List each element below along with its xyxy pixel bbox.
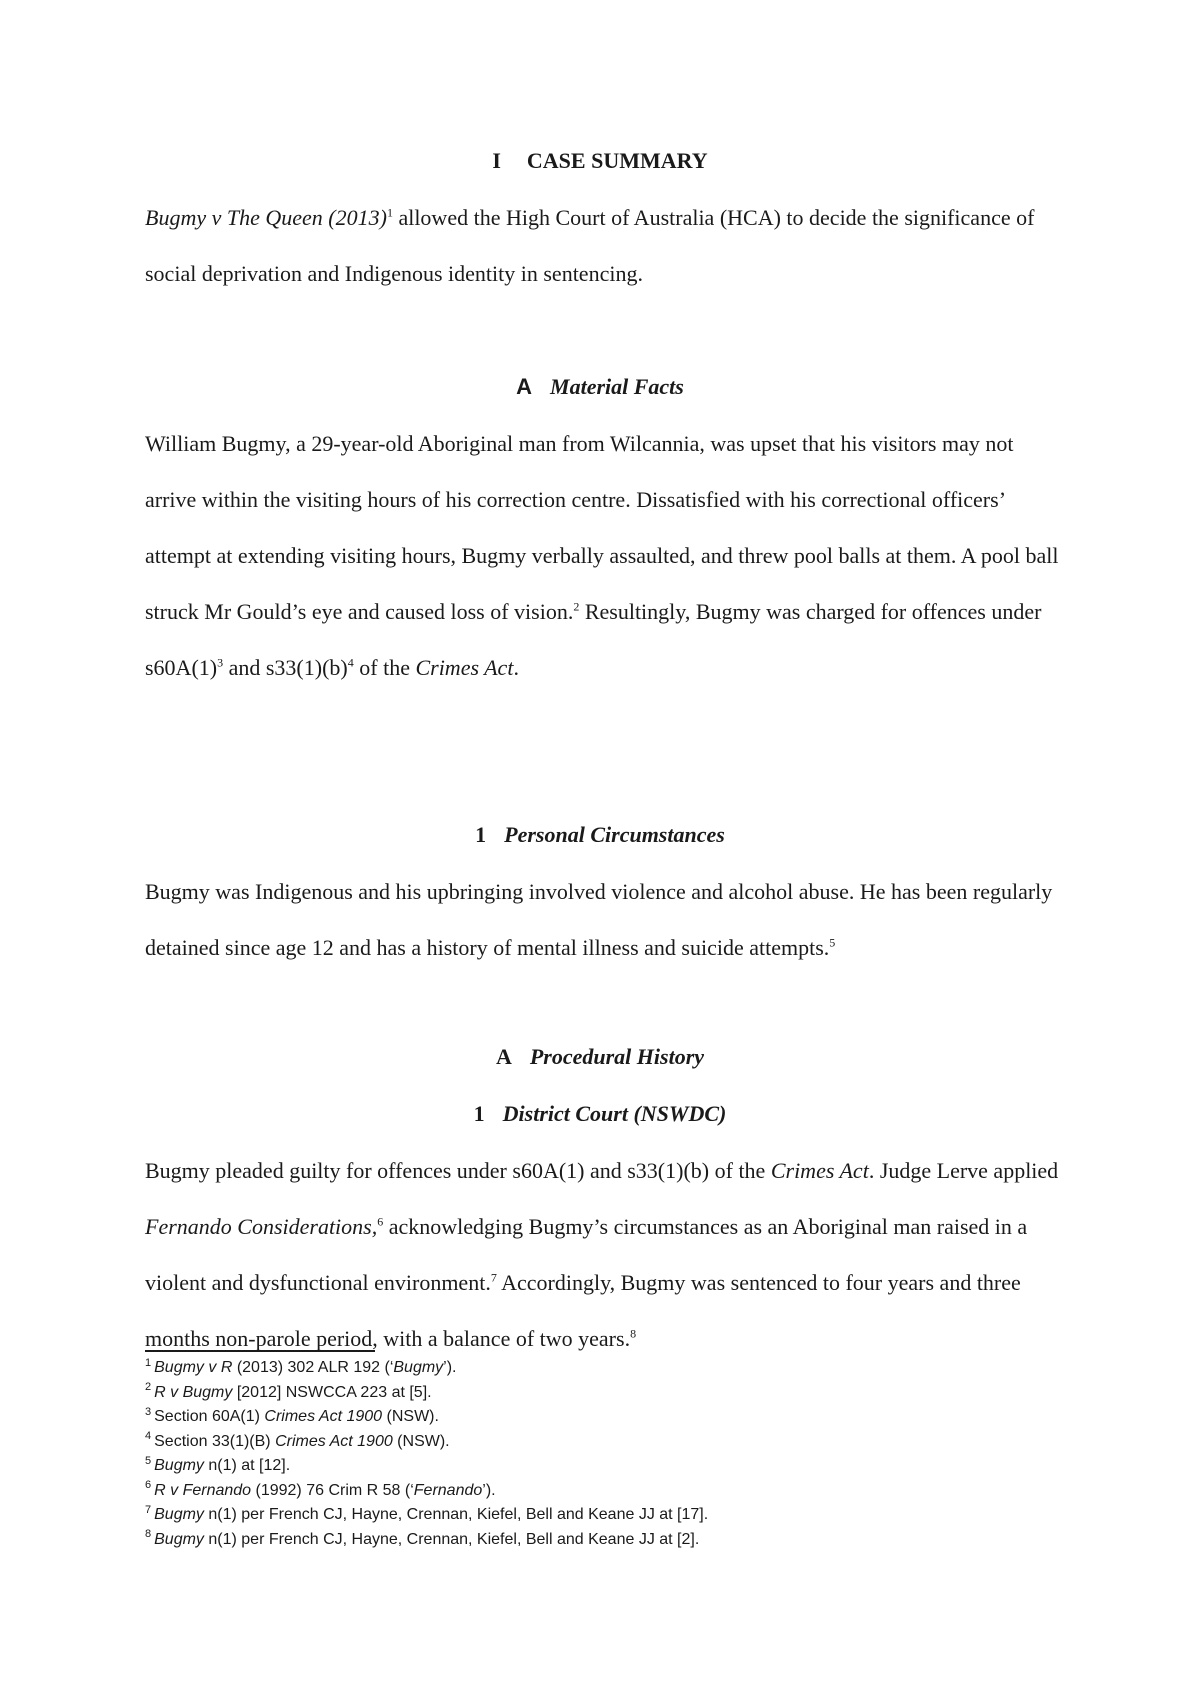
- subheading-letter: A: [495, 1044, 512, 1069]
- footnotes-list: [145, 1356, 1045, 1552]
- footnote-number: 2: [145, 1381, 152, 1394]
- footnote-item: [145, 1479, 1045, 1504]
- footnote-text: n(1) at [12].: [203, 1457, 291, 1474]
- footnote-item: [145, 1405, 1045, 1430]
- footnote-italic: R v Fernando: [154, 1481, 252, 1499]
- section-title: CASE SUMMARY: [526, 148, 708, 173]
- footnote-item: [145, 1381, 1045, 1406]
- case-name: Bugmy v The Queen (2013): [145, 205, 387, 230]
- footnote-number: 4: [145, 1430, 152, 1443]
- paragraph-text: .: [513, 655, 519, 680]
- footnote-italic: Fernando: [413, 1481, 483, 1499]
- subheading-title: Procedural History: [529, 1044, 705, 1069]
- subheading-letter: A: [516, 374, 533, 399]
- subheading-number: 1: [475, 822, 487, 847]
- intro-paragraph: [145, 190, 1065, 302]
- subheading-title: Personal Circumstances: [504, 822, 725, 847]
- footnote-text: (1992) 76 Crim R 58 (‘: [251, 1481, 414, 1499]
- paragraph-text: Bugmy pleaded guilty for offences under s60A(1) and s33(1)(b) of the: [145, 1158, 771, 1183]
- material-facts-paragraph: [145, 416, 1065, 696]
- subheading-personal-circumstances: [0, 820, 1200, 850]
- footnote-italic: Bugmy: [154, 1457, 204, 1474]
- paragraph-text: William Bugmy, a 29-year-old Aboriginal man from Wilcannia, was upset that his visitors may not arrive within the visiting hours of his correction centre. Dissatisfied with his correctional officers’ attempt at extending visiting hours, Bugmy verbally assaulted, and threw pool balls at them. A pool ball struck Mr Gould’s eye and caused loss of vision.: [145, 431, 1059, 624]
- footnote-item: [145, 1356, 1045, 1381]
- footnote-ref[interactable]: 7: [490, 1270, 497, 1285]
- footnote-ref[interactable]: 2: [573, 599, 580, 614]
- footnote-number: 8: [145, 1528, 152, 1541]
- footnote-text: Section 60A(1): [154, 1408, 265, 1425]
- footnote-item: [145, 1430, 1045, 1455]
- subheading-material-facts: [0, 372, 1200, 402]
- footnote-number: 7: [145, 1503, 152, 1516]
- section-number: I: [492, 148, 501, 173]
- subheading-title: Material Facts: [550, 374, 684, 399]
- footnote-italic: Bugmy v R: [154, 1359, 233, 1376]
- paragraph-text: and s33(1)(b): [223, 655, 348, 680]
- paragraph-text: . Judge Lerve applied: [868, 1158, 1059, 1183]
- footnote-text: ’).: [482, 1481, 496, 1499]
- footnote-italic: Bugmy: [154, 1506, 204, 1523]
- footnote-number: 1: [145, 1356, 152, 1369]
- footnote-text: (2013) 302 ALR 192 (‘: [232, 1359, 394, 1376]
- paragraph-text: Bugmy was Indigenous and his upbringing involved violence and alcohol abuse. He has been regularly detained since age 12 and has a history of mental illness and suicide attempts.: [145, 879, 1053, 960]
- footnote-text: [2012] NSWCCA 223 at [5].: [232, 1383, 432, 1401]
- footnote-italic: Bugmy: [154, 1530, 204, 1548]
- footnote-italic: R v Bugmy: [154, 1383, 233, 1401]
- section-heading: [0, 146, 1200, 176]
- paragraph-text: Accordingly, Bugmy was sentenced to four years and three months non-parole period, with a balance of two years.: [145, 1270, 1021, 1351]
- footnote-number: 6: [145, 1479, 152, 1492]
- footnote-number: 3: [145, 1405, 152, 1418]
- footnote-item: [145, 1528, 1045, 1553]
- subheading-district-court: [0, 1099, 1200, 1129]
- footnote-ref[interactable]: 4: [347, 655, 354, 670]
- footnote-text: ’).: [443, 1359, 457, 1376]
- footnote-number: 5: [145, 1454, 152, 1467]
- paragraph-text: Resultingly, Bugmy was charged for offences under s60A(1): [145, 599, 1042, 680]
- footnote-text: n(1) per French CJ, Hayne, Crennan, Kiefel, Bell and Keane JJ at [17].: [203, 1506, 709, 1523]
- footnote-italic: Crimes Act 1900: [275, 1432, 393, 1450]
- footnote-ref[interactable]: 1: [386, 205, 393, 220]
- footnote-item: [145, 1454, 1045, 1479]
- footnote-ref[interactable]: 3: [217, 655, 224, 670]
- intro-text: allowed the High Court of Australia (HCA) to decide the significance of social deprivation and Indigenous identity in sentencing.: [145, 205, 1035, 286]
- district-court-paragraph: [145, 1143, 1065, 1367]
- footnote-ref[interactable]: 5: [829, 935, 836, 950]
- act-name: Crimes Act: [415, 655, 514, 680]
- footnote-ref[interactable]: 8: [630, 1326, 637, 1341]
- subheading-procedural-history: [0, 1042, 1200, 1072]
- act-name: Crimes Act: [770, 1158, 869, 1183]
- footnote-text: (NSW).: [382, 1408, 439, 1425]
- paragraph-text: of the: [353, 655, 416, 680]
- footnote-text: n(1) per French CJ, Hayne, Crennan, Kiefel, Bell and Keane JJ at [2].: [203, 1530, 700, 1548]
- footnote-item: [145, 1503, 1045, 1528]
- footnote-text: (NSW).: [392, 1432, 450, 1450]
- paragraph-text: acknowledging Bugmy’s circumstances as an Aboriginal man raised in a violent and dysfunctional environment.: [145, 1214, 1028, 1295]
- subheading-title: District Court (NSWDC): [502, 1101, 727, 1126]
- personal-circumstances-paragraph: [145, 864, 1065, 976]
- footnote-italic: Crimes Act 1900: [264, 1408, 383, 1425]
- case-name: Fernando Considerations,: [145, 1214, 378, 1239]
- footnote-italic: Bugmy: [393, 1359, 444, 1376]
- footnote-ref[interactable]: 6: [377, 1214, 384, 1229]
- subheading-number: 1: [473, 1101, 485, 1126]
- footnote-text: Section 33(1)(B): [154, 1432, 276, 1450]
- footnote-separator: [145, 1350, 375, 1352]
